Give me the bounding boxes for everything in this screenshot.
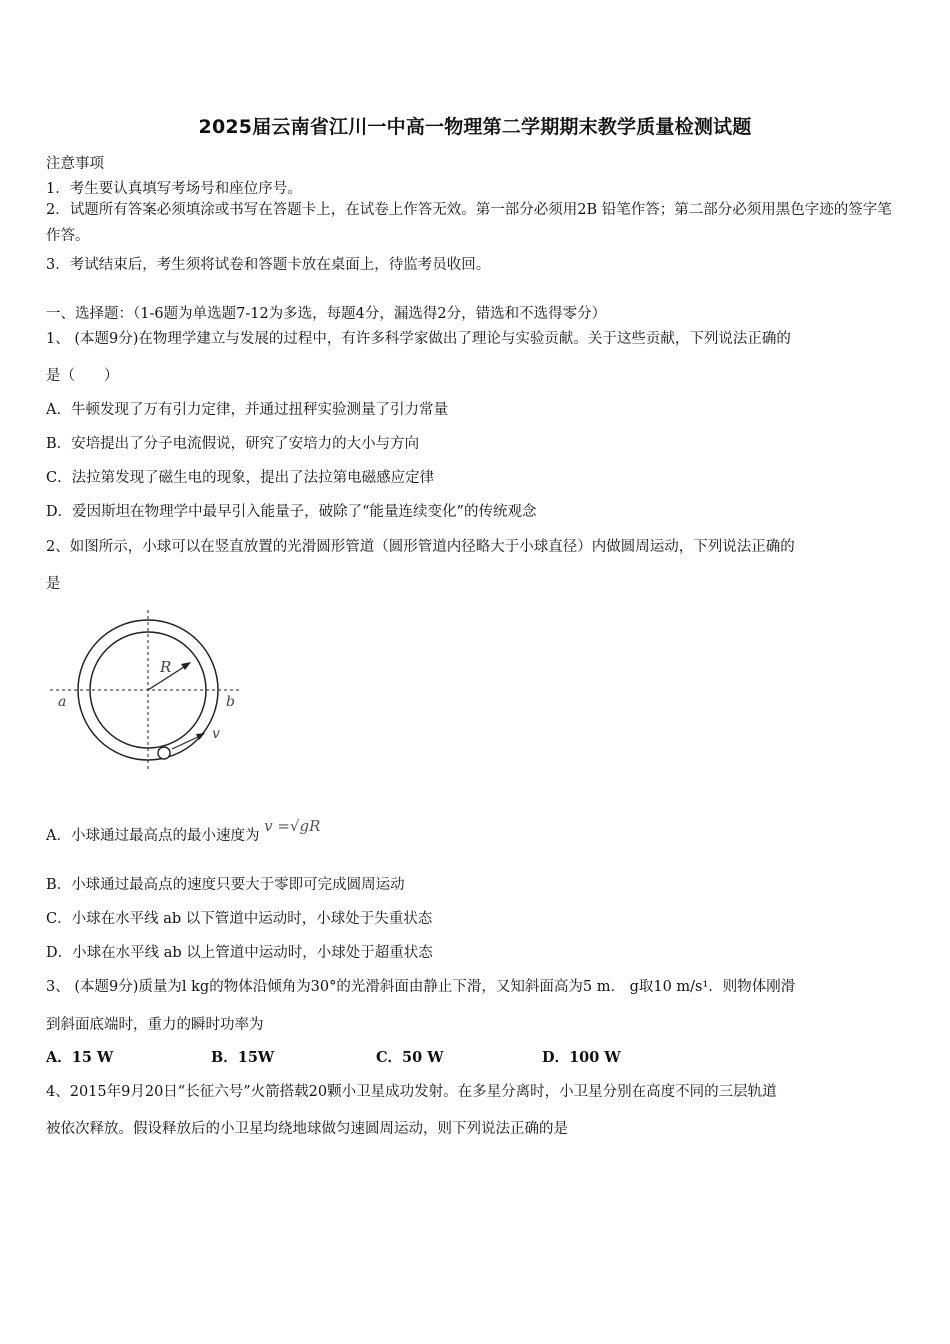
q1-stem-line2: 是（ ） — [46, 368, 119, 384]
velocity-line — [172, 736, 200, 749]
q4-stem-line1: 4、2015年9月20日“长征六号”火箭搭载20颗小卫星成功发射。在多星分离时，小卫星分别在高度不同的三层轨道 — [46, 1084, 777, 1100]
q2-option-a — [46, 817, 321, 845]
q4-stem-line2: 被依次释放。假设释放后的小卫星均绕地球做匀速圆周运动，则下列说法正确的是 — [46, 1121, 568, 1137]
notice-heading: 注意事项 — [46, 156, 104, 172]
q1-option-c: C．法拉第发现了磁生电的现象，提出了法拉第电磁感应定律 — [46, 470, 435, 486]
q2-option-c: C．小球在水平线 ab 以下管道中运动时，小球处于失重状态 — [46, 911, 433, 927]
q2-option-a-formula: v =√gR — [264, 817, 321, 835]
q1-option-b: B．安培提出了分子电流假说，研究了安培力的大小与方向 — [46, 436, 420, 452]
notice-item-1: 1．考生要认真填写考场号和座位序号。 — [46, 181, 302, 197]
q3-option-b: B．15W — [211, 1049, 275, 1066]
notice-item-2: 2．试题所有答案必须填涂或书写在答题卡上，在试卷上作答无效。第一部分必须用2B 铅笔作答；第二部分必须用黑色字迹的签字笔作答。 — [46, 202, 892, 244]
q3-stem-line2: 到斜面底端时，重力的瞬时功率为 — [46, 1017, 264, 1033]
q1-stem-line1: 1、 (本题9分)在物理学建立与发展的过程中，有许多科学家做出了理论与实验贡献。关于这些贡献，下列说法正确的 — [46, 331, 791, 347]
ball — [158, 747, 170, 759]
radius-arrowhead — [181, 662, 191, 670]
label-R: R — [160, 658, 172, 676]
q2-stem-line1: 2、如图所示，小球可以在竖直放置的光滑圆形管道（圆形管道内径略大于小球直径）内做圆周运动，下列说法正确的 — [46, 539, 795, 555]
label-a: a — [58, 694, 67, 710]
label-b: b — [226, 694, 235, 710]
q2-option-a-text: A．小球通过最高点的最小速度为 — [46, 828, 260, 844]
q3-option-c: C．50 W — [376, 1049, 444, 1066]
q3-option-d: D．100 W — [542, 1049, 621, 1066]
label-v: v — [212, 726, 220, 742]
q1-option-a: A．牛顿发现了万有引力定律，并通过扭秤实验测量了引力常量 — [46, 402, 448, 418]
q3-option-a: A．15 W — [46, 1049, 114, 1066]
notice-item-3: 3．考试结束后，考生须将试卷和答题卡放在桌面上，待监考员收回。 — [46, 257, 491, 273]
page-title: 2025届云南省江川一中高一物理第二学期期末教学质量检测试题 — [198, 116, 752, 138]
circular-tube-figure — [50, 605, 250, 775]
q2-option-b: B．小球通过最高点的速度只要大于零即可完成圆周运动 — [46, 877, 405, 893]
q3-stem-line1: 3、 (本题9分)质量为l kg的物体沿倾角为30°的光滑斜面由静止下滑，又知斜面高为5 m． g取10 m/s¹．则物体刚滑 — [46, 979, 796, 995]
q1-option-d: D．爱因斯坦在物理学中最早引入能量子，破除了“能量连续变化”的传统观念 — [46, 504, 537, 520]
q2-option-d: D．小球在水平线 ab 以上管道中运动时，小球处于超重状态 — [46, 945, 433, 961]
q2-stem-line2: 是 — [46, 576, 61, 592]
section-heading: 一、选择题：（1-6题为单选题7-12为多选，每题4分，漏选得2分，错选和不选得零分） — [46, 306, 607, 322]
